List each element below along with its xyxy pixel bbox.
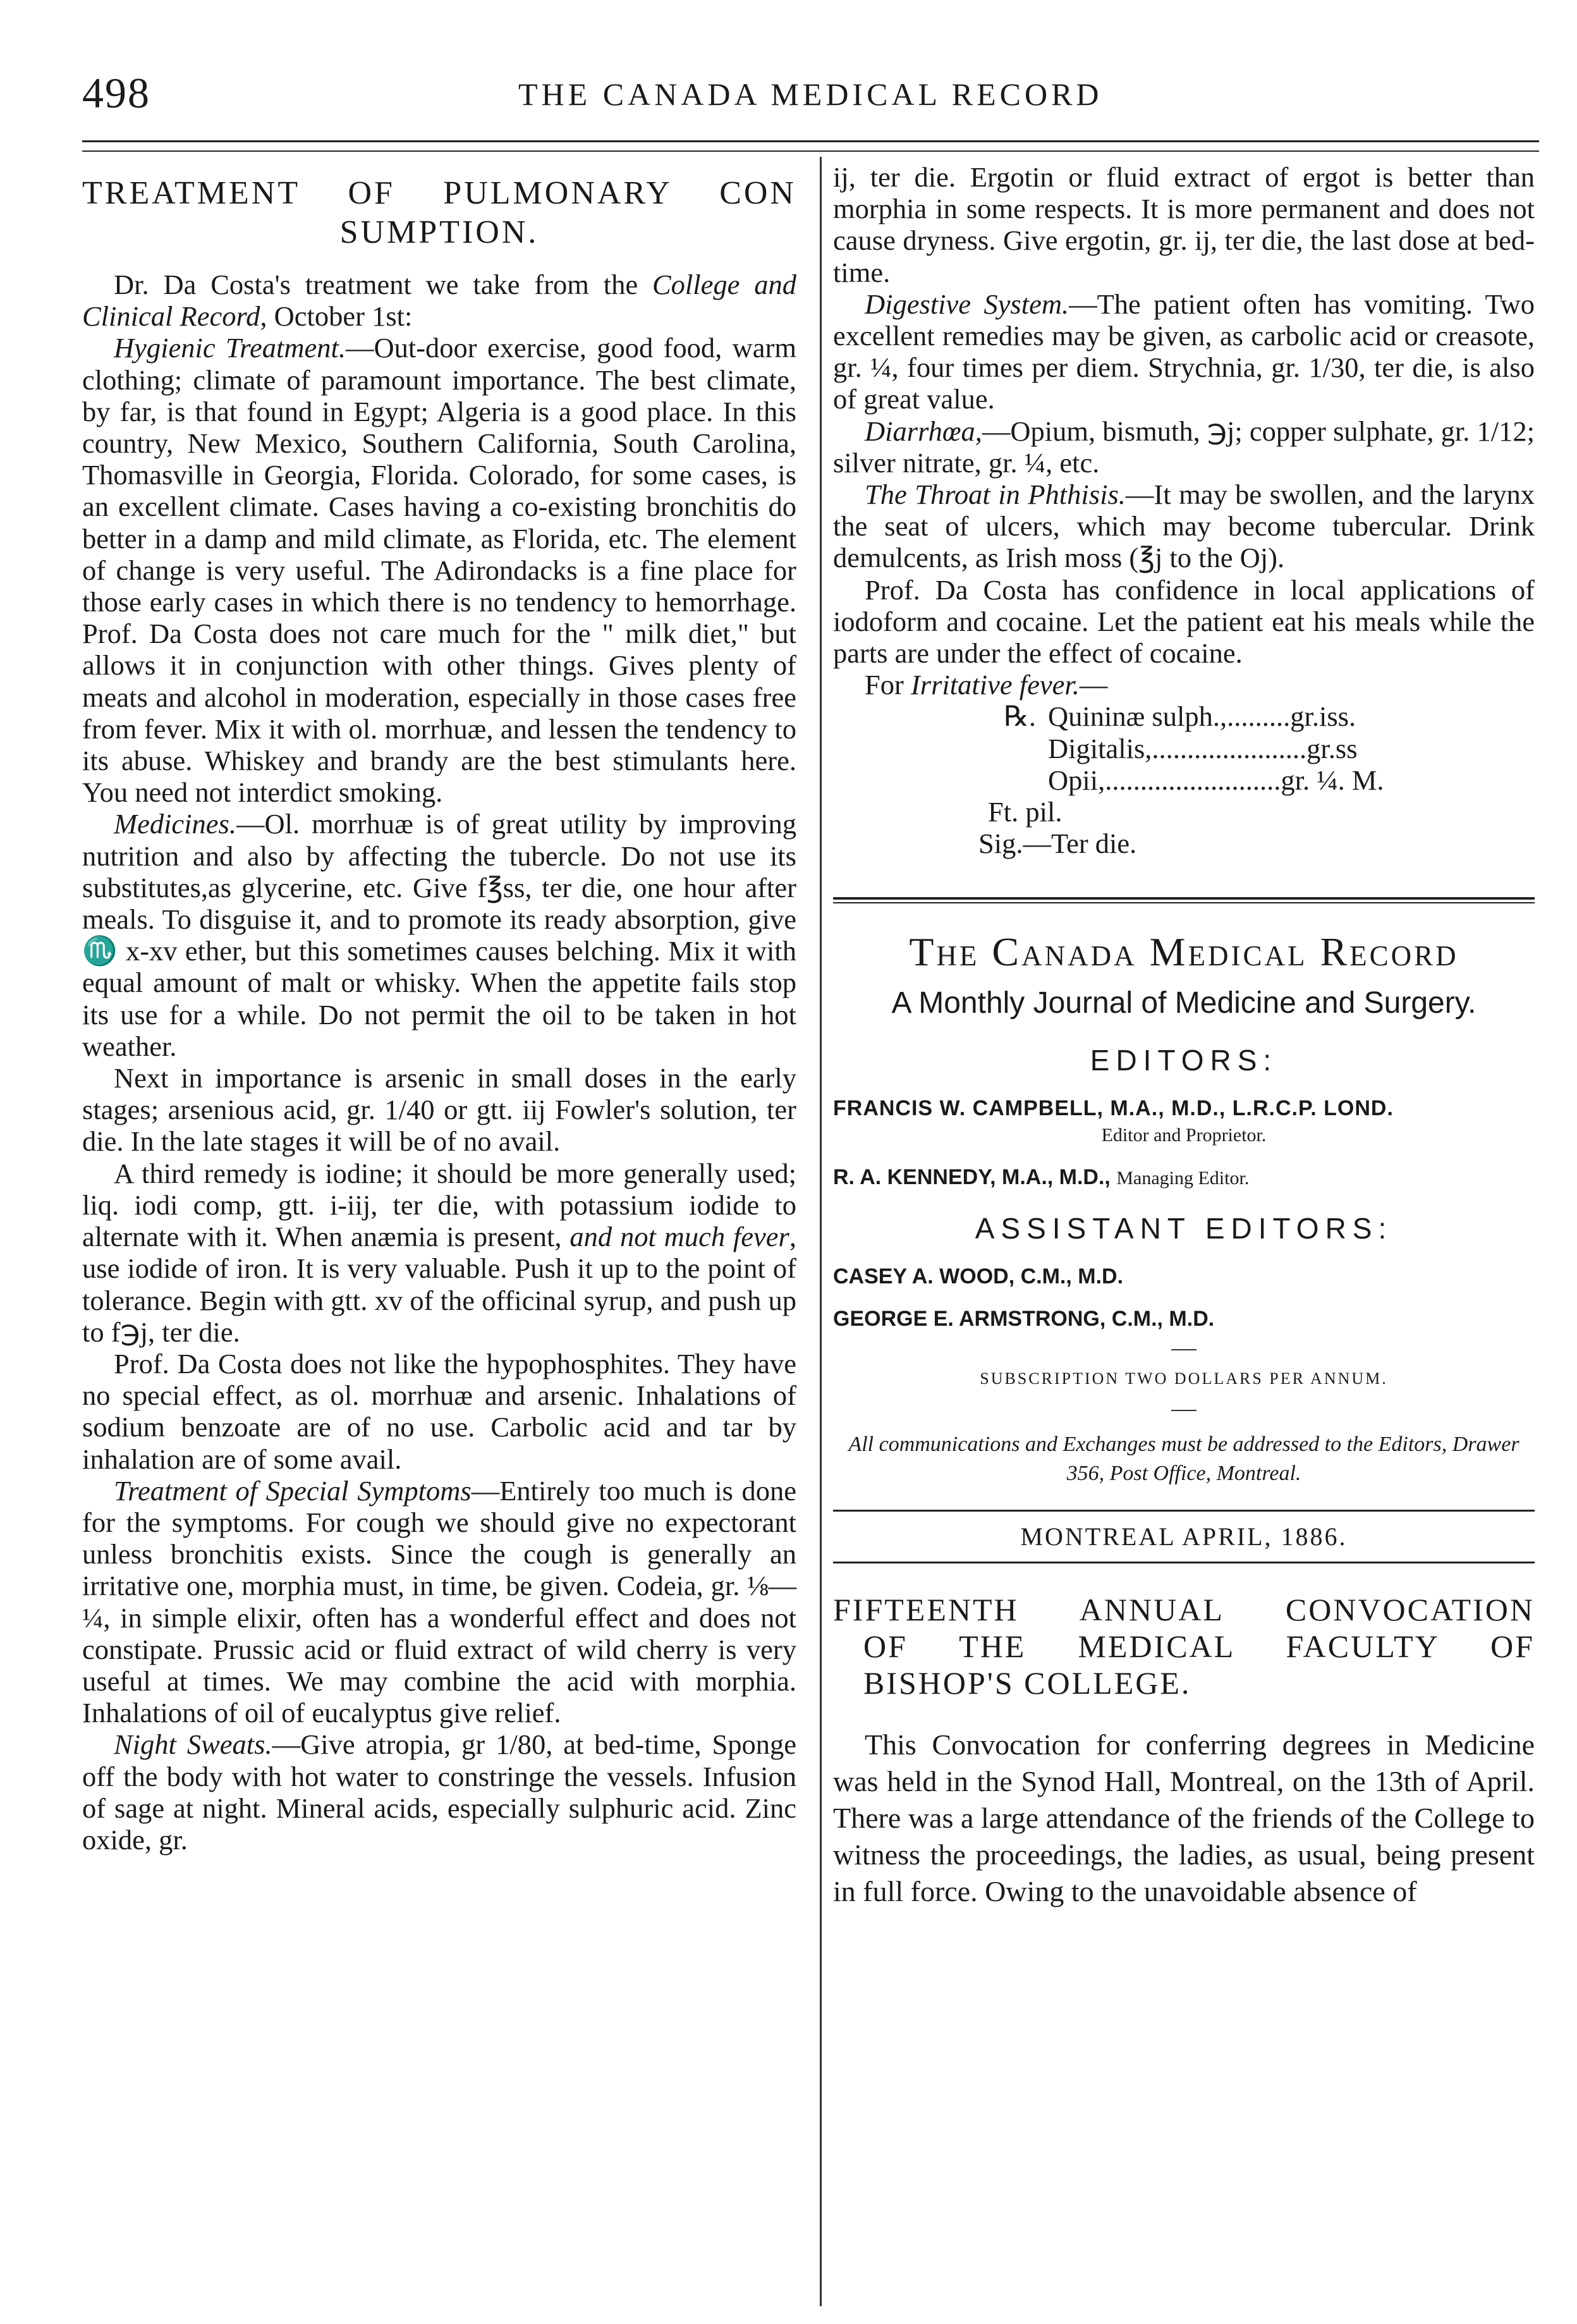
subscription-notice: SUBSCRIPTION TWO DOLLARS PER ANNUM. (980, 1369, 1388, 1388)
prescription-block (833, 700, 1535, 859)
editor-role: Editor and Proprietor. (1101, 1125, 1267, 1146)
special-symptoms-paragraph: Treatment of Special Symptoms—Entirely too much is done for the symptoms. For cough we should give no expectorant unless bronchitis exists. Since the cough is generally an irritative one, morphia must, in time, be given. Codeia, gr. ⅛—¼, in simple elixir, often has a wonderful effect and does not constipate. Prussic acid or fluid extract of wild cherry is very useful at times. We may combine the acid with morphia. Inhalations of oil of eucalyptus give relief. (82, 1474, 796, 1729)
masthead-rule (833, 897, 1535, 900)
prescription-symbol: ℞. (1004, 700, 1037, 733)
prescription-line: Quininæ sulph.,.........gr.iss. (1048, 700, 1356, 733)
dateline: MONTREAL APRIL, 1886. (1020, 1522, 1348, 1551)
section-label: Diarrhœa, (865, 415, 982, 447)
article-title-line: SUMPTION. (339, 214, 539, 250)
night-sweats-paragraph: Night Sweats.—Give atropia, gr 1/80, at bed-time, Sponge off the body with hot water to constringe the vessels. Infusion of sage at night. Mineral acids, especially sulphuric acid. Zinc oxide, gr. (82, 1728, 796, 1856)
column-divider (820, 157, 822, 2306)
local-applications-paragraph: Prof. Da Costa has confidence in local applications of iodoform and cocaine. Let the patient eat his meals while the parts are under the effect of cocaine. (833, 573, 1535, 670)
editors-heading: EDITORS: (1090, 1044, 1278, 1077)
hygienic-treatment-paragraph: Hygienic Treatment.—Out-door exercise, good food, warm clothing; climate of paramount importance. The best climate, by far, is that found in Egypt; Algeria is a good place. In this country, New Mexico, Southern California, South Carolina, Thomasville in Georgia, Florida. Colorado, for some cases, is an excellent climate. Cases having a co-existing bronchitis do better in a damp and mild climate, as Florida, etc. The element of change is very useful. The Adirondacks is a fine place for those early cases in which there is no tendency to hemorrhage. Prof. Da Costa does not care much for the " milk diet," but allows it in conjunction with other things. Gives plenty of meats and alcohol in moderation, especially in those cases free from fever. Mix it with ol. morrhuæ, and lessen the tendency to its abuse. Whiskey and brandy are the best stimulants here. You need not interdict smoking. (82, 332, 796, 809)
arsenic-paragraph: Next in importance is arsenic in small doses in the early stages; arsenious acid, gr. 1/40 or gtt. iij Fowler's solution, ter die. In the late stages it will be of no avail. (82, 1062, 796, 1158)
section-label: Night Sweats. (114, 1728, 272, 1761)
communications-notice: All communications and Exchanges must be addressed to the Editors, Drawer 356, Post Office, Montreal. (848, 1433, 1519, 1486)
convocation-title-line: OF THE MEDICAL FACULTY OF (863, 1629, 1535, 1665)
iodine-paragraph: A third remedy is iodine; it should be more generally used; liq. iodi comp, gtt. i-iij, ter die, with potassium iodide to alternate with it. When anæmia is present, and not much fever, use iodide of iron. It is very valuable. Push it up to the point of tolerance. Begin with gtt. xv of the officinal syrup, and push up to f℈j, ter die. (82, 1157, 796, 1348)
prescription-line: Ft. pil. (988, 796, 1062, 828)
convocation-body (833, 1727, 1535, 1910)
masthead-rule-thin (833, 902, 1535, 903)
masthead-subtitle: A Monthly Journal of Medicine and Surgery. (891, 986, 1477, 1020)
hypophosphites-paragraph: Prof. Da Costa does not like the hypophosphites. They have no special effect, as ol. morrhuæ and arsenic. Inhalations of sodium benzoate are of no use. Carbolic acid and tar by inhalation are of some avail. (82, 1347, 796, 1475)
assistant-editor-name: GEORGE E. ARMSTRONG, C.M., M.D. (833, 1307, 1215, 1331)
intro-paragraph: Dr. Da Costa's treatment we take from the College and Clinical Record, October 1st: (82, 269, 797, 333)
article-title-line: TREATMENT OF PULMONARY CON (82, 175, 796, 211)
assistant-editors-heading: ASSISTANT EDITORS: (975, 1212, 1393, 1245)
header-rule-secondary (82, 150, 1539, 152)
convocation-paragraph: This Convocation for conferring degrees in Medicine was held in the Synod Hall, Montreal, on the 13th of April. There was a large attendance of the friends of the College to witness the proceedings, the ladies, as usual, being present in full force. Owing to the unavoidable absence of (833, 1728, 1535, 1908)
diarrhoea-paragraph: Diarrhœa,—Opium, bismuth, ℈j; copper sulphate, gr. 1/12; silver nitrate, gr. ¼, etc. (833, 415, 1535, 479)
running-head (0, 0, 1577, 133)
section-label: Medicines. (114, 808, 236, 840)
irritative-fever-heading: For Irritative fever.— (865, 669, 1108, 701)
prescription-line: Digitalis,......................gr.ss (1048, 732, 1358, 764)
source-journal-title: College and Clinical Record (82, 269, 797, 333)
managing-editor: R. A. KENNEDY, M.A., M.D., Managing Editor. (833, 1165, 1250, 1190)
assistant-editor-name: CASEY A. WOOD, C.M., M.D. (833, 1264, 1124, 1289)
section-label: Hygienic Treatment. (114, 332, 346, 364)
left-column (82, 161, 796, 1856)
dash-divider (1171, 1410, 1196, 1411)
convocation-title-line: BISHOP'S COLLEGE. (863, 1665, 1191, 1701)
prescription-signature: Sig.—Ter die. (978, 828, 1137, 860)
section-label: Digestive System. (865, 288, 1069, 320)
right-column (833, 161, 1535, 1910)
dash-divider (1171, 1349, 1196, 1350)
running-head-title: THE CANADA MEDICAL RECORD (518, 76, 1103, 112)
section-label: The Throat in Phthisis. (865, 479, 1126, 511)
section-label: Treatment of Special Symptoms (114, 1474, 472, 1507)
page-number: 498 (82, 69, 150, 117)
convocation-title (833, 1591, 1535, 1701)
continuation-paragraph: ij, ter die. Ergotin or fluid extract of ergot is better than morphia in some respects. It is more permanent and does not cause dryness. Give ergotin, gr. ij, ter die, the last dose at bed-time. (833, 161, 1535, 288)
convocation-title-line: FIFTEENTH ANNUAL CONVOCATION (833, 1592, 1535, 1628)
header-rule (82, 140, 1539, 142)
medicines-paragraph: Medicines.—Ol. morrhuæ is of great utility by improving nutrition and also by affecting the tubercle. Do not use its substitutes,as glycerine, etc. Give f℥ss, ter die, one hour after meals. To disguise it, and to promote its ready absorption, give ♏ x-xv ether, but this sometimes causes belching. Mix it with equal amount of malt or whisky. When the appetite fails stop its use for a while. Do not permit the oil to be taken in hot weather. (82, 808, 796, 1062)
article-title-pulmonary-consumption (82, 174, 796, 252)
editor-name: FRANCIS W. CAMPBELL, M.A., M.D., L.R.C.P. LOND. (833, 1096, 1394, 1121)
prescription-line: Opii,.........................gr. ¼. M. (1048, 764, 1384, 796)
dateline-box (833, 1510, 1535, 1563)
throat-paragraph: The Throat in Phthisis.—It may be swollen, and the larynx the seat of ulcers, which may become tubercular. Drink demulcents, as Irish moss (℥j to the Oj). (833, 479, 1535, 574)
digestive-system-paragraph: Digestive System.—The patient often has vomiting. Two excellent remedies may be given, as carbolic acid or creasote, gr. ¼, four times per diem. Strychnia, gr. 1/30, ter die, is also of great value. (833, 288, 1535, 415)
masthead-title: The Canada Medical Record (909, 929, 1459, 975)
